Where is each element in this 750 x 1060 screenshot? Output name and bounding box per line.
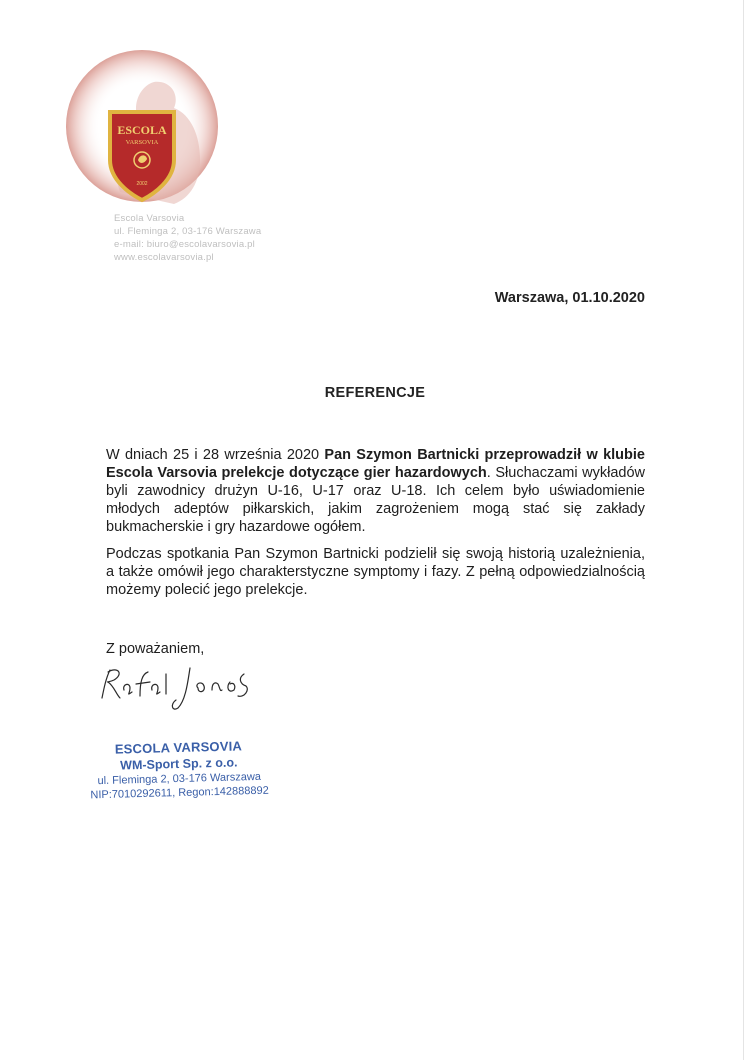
signature-icon (94, 660, 264, 720)
closing-salutation: Z poważaniem, (106, 641, 205, 657)
paragraph-1-part1: W dniach 25 i 28 września 2020 (106, 447, 325, 463)
document-title: REFERENCJE (324, 385, 426, 401)
logo-name-line2: VARSOVIA (125, 139, 159, 146)
stamp-body (83, 738, 274, 802)
paragraph-2: Podczas spotkania Pan Szymon Bartnicki podzielił się swoją historią uzależnienia, a także omówił jego charakterstyczne symptomy i fazy. Z pełną odpowiedzialnością możemy polecić jego prelekcje. (106, 546, 645, 598)
logo-name-line1: ESCOLA (117, 123, 167, 137)
stamp-company: WM-Sport Sp. z o.o. (120, 755, 238, 773)
sender-name: Escola Varsovia (114, 213, 185, 224)
club-crest-icon (50, 42, 220, 212)
stamp-address: ul. Fleminga 2, 03-176 Warszawa (97, 770, 262, 788)
sender-address: ul. Fleminga 2, 03-176 Warszawa (114, 226, 262, 237)
sender-website: www.escolavarsovia.pl (114, 252, 214, 263)
handwritten-signature (94, 660, 264, 720)
sender-email: e-mail: biuro@escolavarsovia.pl (114, 239, 255, 250)
company-stamp (84, 738, 274, 802)
paragraph-1-part2: . Słuchaczami wykładów byli zawodnicy drużyn U-16, U-17 oraz U-18. Ich celem było uświadomienie młodych adeptów piłkarskich, jakim zagrożeniem mogą stać się zakłady bukmacherskie i gry hazardowe ogółem. (106, 465, 645, 535)
club-logo (50, 42, 220, 212)
paragraph-1 (106, 446, 645, 536)
scan-edge (743, 0, 744, 1060)
date-line: Warszawa, 01.10.2020 (494, 290, 645, 306)
stamp-name: ESCOLA VARSOVIA (114, 738, 243, 757)
sender-info (114, 212, 261, 264)
logo-year: 2002 (136, 181, 148, 187)
paragraph-1-bold: Pan Szymon Bartnicki przeprowadził w klubie Escola Varsovia prelekcje dotyczące gier hazardowych (106, 447, 645, 481)
stamp-ids: NIP:7010292611, Regon:142888892 (90, 784, 269, 802)
